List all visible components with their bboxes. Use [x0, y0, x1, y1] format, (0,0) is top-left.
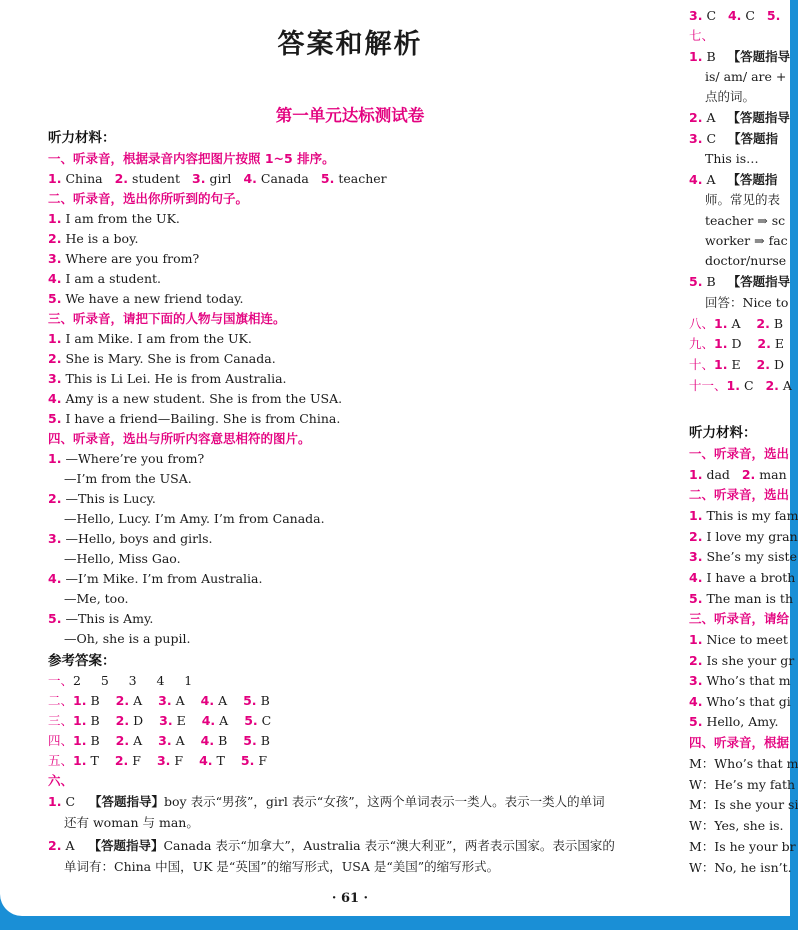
- item-text: —Hello, boys and girls.: [65, 531, 213, 546]
- item-number: 4.: [201, 713, 216, 728]
- answer-value: A: [218, 693, 228, 708]
- section-title: 第一单元达标测试卷: [275, 106, 425, 125]
- text-line: 点的词。: [705, 89, 756, 104]
- tip-label: 【答题指导】: [89, 794, 165, 809]
- answer-line: [48, 731, 286, 751]
- item-number: 2.: [48, 231, 62, 246]
- text-line: 3. C 4. C 5.: [689, 8, 781, 23]
- item-text: —This is Amy.: [65, 611, 154, 626]
- item-text: We have a new friend today.: [65, 291, 244, 306]
- item-number: 1.: [73, 733, 87, 748]
- item-number: 5.: [243, 733, 257, 748]
- explanation-paragraph: [48, 835, 654, 877]
- text-line: —Me, too.: [64, 591, 129, 606]
- text-line: 九、1. D 2. E: [689, 336, 784, 351]
- text-line: [48, 389, 342, 409]
- text-line: M：Who’s that m: [689, 756, 798, 771]
- text-line: 3. C 【答题指: [689, 131, 778, 146]
- question-heading: 六、: [48, 773, 74, 788]
- text-line: worker ⇒ fac: [705, 233, 788, 248]
- text-line: [48, 409, 340, 429]
- text-line: 师。常见的表: [705, 192, 781, 207]
- item-number: 2.: [115, 713, 130, 728]
- item-number: 2.: [114, 171, 129, 186]
- item-number: 4.: [200, 693, 215, 708]
- text-line: 十、1. E 2. D: [689, 357, 784, 372]
- item-text: teacher: [338, 171, 387, 186]
- explanation-continuation: 单词有：China 中国，UK 是“英国”的缩写形式，USA 是“美国”的缩写形式。: [64, 859, 500, 874]
- item-number: 2.: [115, 733, 130, 748]
- item-text: —I’m Mike. I’m from Australia.: [65, 571, 263, 586]
- item-number: 4.: [48, 271, 62, 286]
- item-number: 2.: [48, 351, 62, 366]
- item-text: I have a friend—Bailing. She is from China.: [65, 411, 341, 426]
- text-line: [48, 609, 153, 629]
- text-line: 八、1. A 2. B: [689, 316, 784, 331]
- item-number: 1.: [48, 794, 62, 809]
- answer-line: [48, 711, 287, 731]
- explanation-first-line: [48, 791, 654, 812]
- item-text: He is a boy.: [65, 231, 139, 246]
- item-number: 1.: [48, 211, 62, 226]
- answer-line: 一、2 5 3 4 1: [48, 673, 193, 688]
- item-number: 4.: [199, 753, 213, 768]
- item-number: 1.: [48, 451, 62, 466]
- text-line: [48, 329, 252, 349]
- answer-value: B: [260, 693, 270, 708]
- text-line: [48, 229, 138, 249]
- text-line: [48, 289, 244, 309]
- text-line: 2. Is she your gr: [689, 653, 795, 668]
- item-number: 1.: [73, 713, 87, 728]
- text-line: [48, 349, 276, 369]
- answer-value: A: [133, 693, 143, 708]
- item-text: student: [132, 171, 180, 186]
- text-line: —Hello, Miss Gao.: [64, 551, 181, 566]
- text-line: 1. dad 2. man: [689, 467, 787, 482]
- text-line: 听力材料：: [689, 425, 757, 441]
- text-line: teacher ⇒ sc: [705, 213, 786, 228]
- question-heading: 四、听录音，选出与所听内容意思相符的图片。: [48, 431, 311, 446]
- text-line: 4. A 【答题指: [689, 172, 778, 187]
- question-heading: 三、听录音，请把下面的人物与国旗相连。: [48, 311, 286, 326]
- answer-value: B: [218, 733, 228, 748]
- text-line: 2. A 【答题指导: [689, 110, 790, 125]
- page-title: 答案和解析: [277, 29, 423, 60]
- answer-section: 二、: [48, 693, 74, 708]
- text-line: [48, 249, 199, 269]
- item-text: —Where’re you from?: [65, 451, 205, 466]
- explanation-continuation: 还有 woman 与 man。: [64, 815, 199, 830]
- item-number: 4.: [200, 733, 215, 748]
- text-line: doctor/nurse: [705, 253, 787, 268]
- text-line: 5. Hello, Amy.: [689, 714, 779, 729]
- answer-value: D: [133, 713, 144, 728]
- question-heading: 二、听录音，选出你所听到的句子。: [48, 191, 249, 206]
- text-line: [48, 569, 262, 589]
- item-number: 1.: [73, 693, 87, 708]
- item-number: 2.: [48, 838, 62, 853]
- section-heading: 参考答案：: [48, 653, 116, 669]
- answer-section: 四、: [48, 733, 74, 748]
- answer-value: F: [132, 753, 141, 768]
- text-line: This is…: [705, 151, 759, 166]
- answer-value: B: [90, 713, 100, 728]
- answer-value: C: [65, 794, 79, 809]
- text-line: M：Is he your br: [689, 839, 796, 854]
- item-text: Canada: [260, 171, 309, 186]
- text-line: [48, 369, 287, 389]
- item-text: I am a student.: [65, 271, 162, 286]
- text-line: 2. I love my gran: [689, 529, 798, 544]
- item-number: 5.: [320, 171, 335, 186]
- answer-value: B: [260, 733, 270, 748]
- text-line: W：He’s my fath: [689, 777, 796, 792]
- explanation-paragraph: [48, 791, 654, 833]
- item-number: 5.: [48, 411, 62, 426]
- text-line: 回答：Nice to: [705, 295, 789, 310]
- item-number: 1.: [48, 331, 62, 346]
- explanation-first-line: [48, 835, 654, 856]
- answer-value: B: [90, 693, 100, 708]
- item-number: 4.: [243, 171, 257, 186]
- item-number: 1.: [73, 753, 87, 768]
- text-line: 3. She’s my siste: [689, 549, 797, 564]
- text-line: 5. The man is th: [689, 591, 794, 606]
- item-text: girl: [209, 171, 232, 186]
- text-line: [48, 529, 213, 549]
- answer-line: [48, 751, 283, 771]
- item-text: I am from the UK.: [65, 211, 180, 226]
- page-number: · 61 ·: [331, 891, 369, 906]
- item-number: 2.: [115, 693, 130, 708]
- item-text: China: [65, 171, 103, 186]
- text-line: [48, 209, 180, 229]
- answer-value: A: [175, 693, 185, 708]
- text-line: 5. B 【答题指导: [689, 274, 791, 289]
- text-line: is/ am/ are +: [705, 69, 787, 84]
- item-number: 2.: [48, 491, 62, 506]
- text-line: —Hello, Lucy. I’m Amy. I’m from Canada.: [64, 511, 325, 526]
- text-line: 四、听录音，根据: [689, 735, 790, 750]
- text-line: W：Yes, she is.: [689, 818, 784, 833]
- item-number: 5.: [240, 753, 255, 768]
- text-line: —I’m from the USA.: [64, 471, 192, 486]
- question-heading: 一、听录音，根据录音内容把图片按照 1~5 排序。: [48, 151, 335, 166]
- text-line: 二、听录音，选出: [689, 487, 790, 502]
- item-number: 1.: [48, 171, 62, 186]
- text-line: 4. I have a broth: [689, 570, 796, 585]
- item-text: I am Mike. I am from the UK.: [65, 331, 252, 346]
- explanation-text: boy 表示“男孩”，girl 表示“女孩”，这两个单词表示一类人。表示一类人的单词: [164, 794, 605, 809]
- tip-label: 【答题指导】: [88, 838, 164, 853]
- answer-section: 三、: [48, 713, 74, 728]
- item-number: 3.: [48, 371, 62, 386]
- item-number: 3.: [156, 753, 171, 768]
- item-number: 5.: [244, 713, 258, 728]
- item-number: 3.: [158, 693, 172, 708]
- text-line: [48, 449, 204, 469]
- text-line: 1. B 【答题指导: [689, 49, 791, 64]
- answer-value: A: [219, 713, 229, 728]
- text-line: 1. Nice to meet: [689, 632, 788, 647]
- text-line: [48, 269, 161, 289]
- text-line: 七、: [689, 28, 715, 43]
- explanation-text: Canada 表示“加拿大”，Australia 表示“澳大利亚”，两者表示国家。表示国家的: [163, 838, 615, 853]
- answer-value: F: [258, 753, 268, 768]
- answer-value: A: [65, 838, 79, 853]
- text-line: [48, 169, 399, 189]
- text-line: M：Is she your si: [689, 797, 798, 812]
- item-text: —This is Lucy.: [65, 491, 156, 506]
- item-number: 3.: [192, 171, 206, 186]
- answer-value: T: [90, 753, 99, 768]
- item-number: 3.: [159, 713, 173, 728]
- item-text: She is Mary. She is from Canada.: [65, 351, 276, 366]
- text-line: 十一、1. C 2. A: [689, 378, 792, 393]
- item-number: 2.: [114, 753, 129, 768]
- answer-value: C: [261, 713, 272, 728]
- text-line: 三、听录音，请给: [689, 611, 790, 626]
- item-number: 5.: [48, 291, 62, 306]
- text-line: —Oh, she is a pupil.: [64, 631, 191, 646]
- right-column: [689, 0, 798, 900]
- text-line: W：No, he isn’t.: [689, 860, 792, 875]
- text-line: 4. Who’s that gi: [689, 694, 791, 709]
- item-number: 3.: [158, 733, 172, 748]
- item-text: Amy is a new student. She is from the USA.: [65, 391, 343, 406]
- item-number: 5.: [243, 693, 257, 708]
- item-number: 3.: [48, 531, 62, 546]
- text-line: [48, 489, 156, 509]
- answer-line: [48, 691, 286, 711]
- text-line: 3. Who’s that m: [689, 673, 791, 688]
- answer-value: A: [175, 733, 185, 748]
- answer-value: T: [216, 753, 225, 768]
- item-text: Where are you from?: [65, 251, 200, 266]
- item-number: 3.: [48, 251, 62, 266]
- answer-value: F: [174, 753, 184, 768]
- item-number: 4.: [48, 391, 62, 406]
- answer-value: E: [176, 713, 186, 728]
- item-number: 4.: [48, 571, 62, 586]
- answer-value: A: [133, 733, 143, 748]
- text-line: 1. This is my fam: [689, 508, 798, 523]
- answer-value: B: [90, 733, 100, 748]
- item-number: 5.: [48, 611, 62, 626]
- item-text: This is Li Lei. He is from Australia.: [65, 371, 287, 386]
- text-line: 一、听录音，选出: [689, 446, 790, 461]
- section-heading: 听力材料：: [48, 130, 116, 146]
- answer-section: 五、: [48, 753, 74, 768]
